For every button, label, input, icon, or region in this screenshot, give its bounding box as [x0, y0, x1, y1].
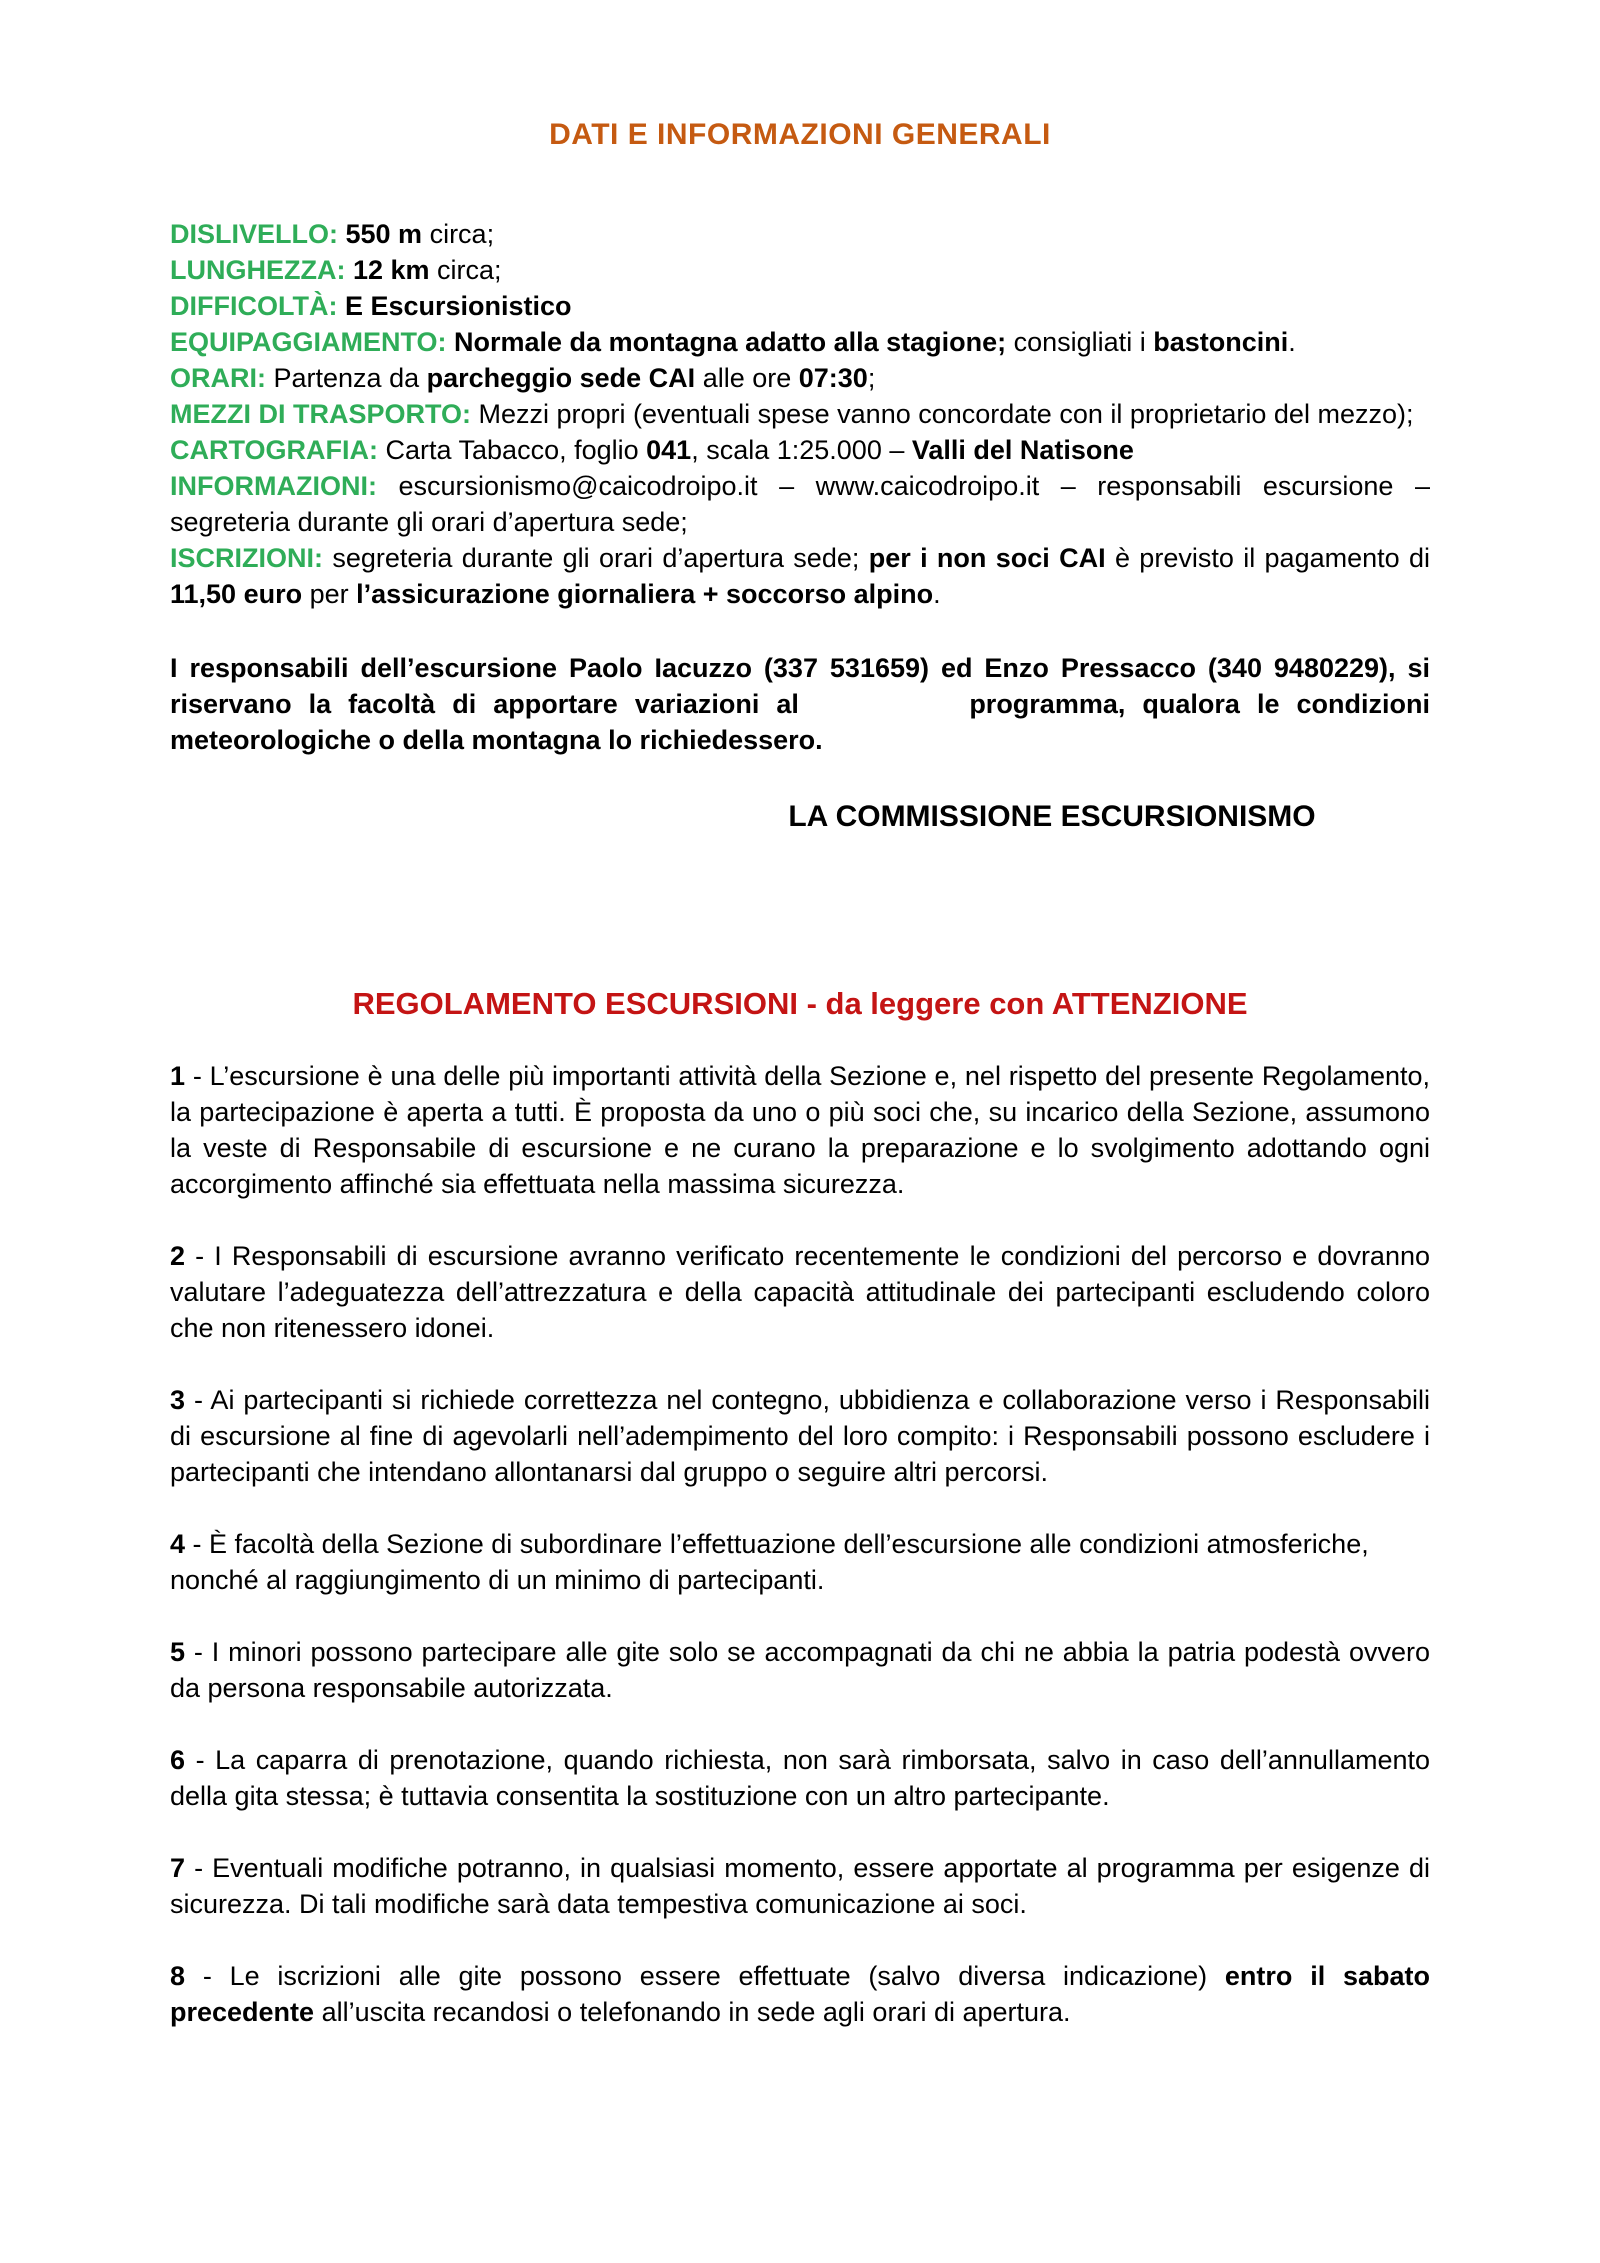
rule-text-bold: entro il sabato precedente: [170, 1961, 1431, 2027]
text-segment: Partenza da: [266, 363, 427, 393]
rule-text: nonché al raggiungimento di un minimo di partecipanti.: [170, 1565, 825, 1595]
rule-text: - L’escursione è una delle più importanti attività della Sezione e, nel rispetto del presente Regolamento, la partecipazione è aperta a tutti. È proposta da uno o più soci che, su incarico della Sezione, assumono la veste di Responsabile di escursione e ne curano la preparazione e lo svolgimento adottando ogni accorgimento affinché sia effettuata nella massima sicurezza.: [170, 1061, 1430, 1199]
text-segment: consigliati i: [1006, 327, 1154, 357]
rule-5: [170, 1634, 1430, 1706]
text-segment: alle ore: [695, 363, 799, 393]
text-segment: segreteria durante gli orari d’apertura sede;: [323, 543, 869, 573]
info-label: CARTOGRAFIA:: [170, 435, 378, 465]
text-segment: ;: [867, 363, 876, 393]
text-segment: Carta Tabacco, foglio: [377, 435, 647, 465]
rule-2: [170, 1238, 1430, 1346]
rule-8: [170, 1958, 1430, 2030]
info-line-orari: [170, 360, 1430, 396]
rule-number: 8: [170, 1961, 186, 1991]
text-segment: circa;: [422, 219, 495, 249]
rule-number: 5: [170, 1637, 186, 1667]
rule-number: 2: [170, 1241, 186, 1271]
text-segment: 07:30: [798, 363, 868, 393]
text-segment: Mezzi propri (eventuali spese vanno concordate con il proprietario del mezzo);: [471, 399, 1414, 429]
page-title: DATI E INFORMAZIONI GENERALI: [549, 118, 1051, 151]
text-segment: 041: [646, 435, 692, 465]
commission-signature: LA COMMISSIONE ESCURSIONISMO: [788, 800, 1316, 833]
text-segment: circa;: [429, 255, 502, 285]
info-line-cartografia: [170, 432, 1430, 468]
general-info-block: [170, 216, 1430, 612]
text-segment: bastoncini: [1153, 327, 1289, 357]
rule-6: [170, 1742, 1430, 1814]
text-segment: , scala 1:25.000 –: [691, 435, 912, 465]
text-segment: Normale da montagna adatto alla stagione;: [446, 327, 1007, 357]
info-label: INFORMAZIONI:: [170, 471, 377, 501]
info-line-equipaggiamento: [170, 324, 1430, 360]
rule-3: [170, 1382, 1430, 1490]
rule-text: - I Responsabili di escursione avranno verificato recentemente le condizioni del percorso e dovranno valutare l’adeguatezza dell’attrezzatura e della capacità attitudinale dei partecipanti escludendo coloro che non ritenessero idonei.: [170, 1241, 1430, 1343]
responsibles-note: I responsabili dell’escursione Paolo Iacuzzo (337 531659) ed Enzo Pressacco (340 9480229), si riservano la facoltà di apportare variazioni al programma, qualora le condizioni meteorologiche o della montagna lo richiedessero.: [170, 653, 1430, 755]
text-segment: l’assicurazione giornaliera + soccorso alpino: [356, 579, 934, 609]
info-line-dislivello: [170, 216, 1430, 252]
rule-number: 6: [170, 1745, 186, 1775]
text-segment: 12 km: [345, 255, 430, 285]
text-segment: escursionismo@caicodroipo.it – www.caicodroipo.it – responsabili escursione – segreteria durante gli orari d’apertura sede;: [170, 471, 1430, 537]
text-segment: .: [1288, 327, 1296, 357]
info-label: EQUIPAGGIAMENTO:: [170, 327, 447, 357]
info-label: MEZZI DI TRASPORTO:: [170, 399, 471, 429]
text-segment: Valli del Natisone: [911, 435, 1134, 465]
rule-4: [170, 1526, 1430, 1598]
rule-text: - La caparra di prenotazione, quando richiesta, non sarà rimborsata, salvo in caso dell’annullamento della gita stessa; è tuttavia consentita la sostituzione con un altro partecipante.: [170, 1745, 1430, 1811]
rule-text: - Eventuali modifiche potranno, in qualsiasi momento, essere apportate al programma per esigenze di sicurezza. Di tali modifiche sarà data tempestiva comunicazione ai soci.: [170, 1853, 1430, 1919]
regulation-title: REGOLAMENTO ESCURSIONI - da leggere con ATTENZIONE: [352, 986, 1248, 1021]
info-label: DISLIVELLO:: [170, 219, 338, 249]
rule-number: 3: [170, 1385, 186, 1415]
rule-text: - È facoltà della Sezione di subordinare l’effettuazione dell’escursione alle condizioni atmosferiche,: [185, 1529, 1369, 1559]
info-label: ISCRIZIONI:: [170, 543, 323, 573]
text-segment: 550 m: [338, 219, 423, 249]
rule-text: all’uscita recandosi o telefonando in sede agli orari di apertura.: [314, 1997, 1071, 2027]
regulation-rules: [170, 1058, 1430, 2030]
text-segment: 11,50 euro: [170, 579, 303, 609]
info-line-mezzi-di-trasporto: [170, 396, 1430, 432]
info-line-difficolta: [170, 288, 1430, 324]
text-segment: E Escursionistico: [337, 291, 572, 321]
rule-7: [170, 1850, 1430, 1922]
text-segment: per: [302, 579, 357, 609]
info-line-lunghezza: [170, 252, 1430, 288]
info-label: ORARI:: [170, 363, 266, 393]
rule-number: 1: [170, 1061, 186, 1091]
text-segment: parcheggio sede CAI: [426, 363, 696, 393]
rule-text: - I minori possono partecipare alle gite solo se accompagnati da chi ne abbia la patria podestà ovvero da persona responsabile autorizzata.: [170, 1637, 1430, 1703]
rule-text: - Le iscrizioni alle gite possono essere effettuate (salvo diversa indicazione): [185, 1961, 1225, 1991]
text-segment: .: [933, 579, 941, 609]
info-line-informazioni: [170, 468, 1430, 540]
rule-number: 4: [170, 1529, 186, 1559]
rule-text: - Ai partecipanti si richiede correttezza nel contegno, ubbidienza e collaborazione verso i Responsabili di escursione al fine di agevolarli nell’adempimento del loro compito: i Responsabili possono escludere i partecipanti che intendano allontanarsi dal gruppo o seguire altri percorsi.: [170, 1385, 1430, 1487]
text-segment: è previsto il pagamento di: [1105, 543, 1430, 573]
text-segment: per i non soci CAI: [868, 543, 1106, 573]
info-line-iscrizioni: [170, 540, 1430, 612]
info-label: DIFFICOLTÀ:: [170, 291, 338, 321]
rule-1: [170, 1058, 1430, 1202]
rule-number: 7: [170, 1853, 186, 1883]
info-label: LUNGHEZZA:: [170, 255, 346, 285]
